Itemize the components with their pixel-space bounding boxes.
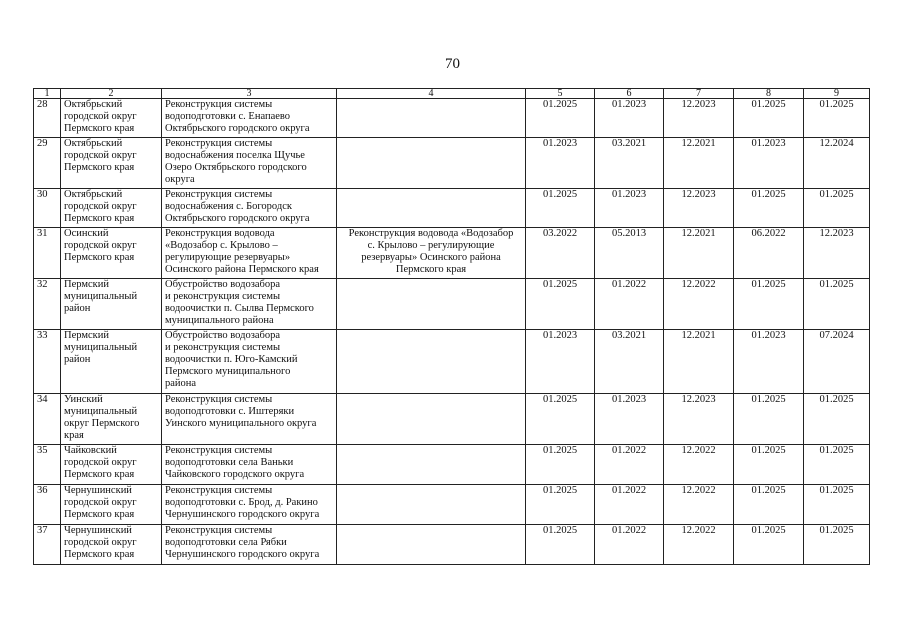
date-cell: 01.2025 [526,279,595,330]
row-number: 29 [34,138,61,189]
date-cell: 01.2025 [804,279,870,330]
municipality-cell [61,99,162,138]
table-row [34,279,870,330]
municipality-cell-line: городской округ [64,150,137,161]
description-cell [337,138,526,189]
municipality-cell-line: Чернушинский [64,485,132,496]
projects-table [33,88,870,565]
row-number: 36 [34,485,61,525]
object-cell-line: Чернушинского городского округа [165,509,320,520]
date-cell: 01.2025 [804,525,870,565]
object-cell-line: водоснабжения с. Богородск [165,201,292,212]
date-cell: 01.2025 [734,485,804,525]
date-cell: 01.2022 [595,445,664,485]
object-cell-line: Реконструкция системы [165,485,273,496]
description-cell [337,394,526,445]
municipality-cell-line: Пермского края [64,252,135,263]
municipality-cell [61,445,162,485]
object-cell-line: Чернушинского городского округа [165,549,320,560]
date-cell: 01.2025 [526,525,595,565]
column-header: 9 [804,89,870,99]
date-cell: 06.2022 [734,228,804,279]
object-cell [162,138,337,189]
object-cell-line: Осинского района Пермского края [165,264,319,275]
description-cell-line: с. Крылово – регулирующие [367,240,495,251]
municipality-cell [61,485,162,525]
date-cell: 12.2022 [664,525,734,565]
object-cell [162,189,337,228]
municipality-cell-line: городской округ [64,537,137,548]
column-header: 2 [61,89,162,99]
table-row [34,330,870,394]
description-cell [337,485,526,525]
object-cell-line: Пермского муниципального [165,366,291,377]
date-cell: 12.2022 [664,485,734,525]
date-cell: 01.2022 [595,485,664,525]
date-cell: 12.2022 [664,279,734,330]
date-cell: 12.2021 [664,138,734,189]
date-cell: 03.2022 [526,228,595,279]
date-cell: 12.2023 [664,99,734,138]
object-cell-line: округа [165,174,195,185]
date-cell: 12.2022 [664,445,734,485]
date-cell: 01.2025 [734,394,804,445]
date-cell: 01.2023 [595,99,664,138]
municipality-cell [61,394,162,445]
column-header: 3 [162,89,337,99]
object-cell-line: водоподготовки села Рябки [165,537,287,548]
municipality-cell-line: Пермского края [64,549,135,560]
row-number: 33 [34,330,61,394]
date-cell: 01.2025 [804,445,870,485]
object-cell-line: водоподготовки с. Иштеряки [165,406,295,417]
object-cell [162,485,337,525]
object-cell [162,279,337,330]
object-cell-line: Обустройство водозабора [165,330,281,341]
municipality-cell-line: городской округ [64,240,137,251]
object-cell-line: муниципального района [165,315,274,326]
row-number: 28 [34,99,61,138]
row-number: 35 [34,445,61,485]
description-cell [337,525,526,565]
date-cell: 01.2025 [526,189,595,228]
date-cell: 01.2023 [526,330,595,394]
column-header: 1 [34,89,61,99]
object-cell-line: Октябрьского городского округа [165,123,310,134]
municipality-cell-line: Октябрьский [64,99,123,110]
object-cell [162,330,337,394]
object-cell-line: Реконструкция системы [165,189,273,200]
object-cell-line: водоочистки п. Юго-Камский [165,354,298,365]
object-cell-line: водоочистки п. Сылва Пермского [165,303,314,314]
date-cell: 01.2025 [526,485,595,525]
date-cell: 01.2025 [526,99,595,138]
object-cell-line: Реконструкция водовода [165,228,275,239]
date-cell: 12.2021 [664,330,734,394]
object-cell [162,99,337,138]
description-cell [337,279,526,330]
column-header: 7 [664,89,734,99]
column-header: 5 [526,89,595,99]
date-cell: 01.2023 [734,138,804,189]
municipality-cell-line: Пермский [64,330,109,341]
table-row [34,445,870,485]
date-cell: 01.2025 [804,189,870,228]
object-cell-line: Реконструкция системы [165,525,273,536]
date-cell: 03.2021 [595,138,664,189]
date-cell: 12.2023 [664,394,734,445]
date-cell: 12.2023 [664,189,734,228]
municipality-cell-line: Уинский [64,394,103,405]
municipality-cell-line: Пермского края [64,469,135,480]
municipality-cell-line: края [64,430,84,441]
description-cell-line: Реконструкция водовода «Водозабор [348,228,514,239]
date-cell: 07.2024 [804,330,870,394]
object-cell-line: водоподготовки села Ваньки [165,457,294,468]
date-cell: 01.2023 [734,330,804,394]
object-cell-line: Октябрьского городского округа [165,213,310,224]
municipality-cell-line: Чернушинский [64,525,132,536]
date-cell: 01.2025 [804,99,870,138]
municipality-cell-line: Пермский [64,279,109,290]
date-cell: 01.2025 [804,394,870,445]
row-number: 30 [34,189,61,228]
date-cell: 01.2022 [595,279,664,330]
date-cell: 01.2023 [595,394,664,445]
date-cell: 01.2023 [595,189,664,228]
page-number: 70 [445,56,460,72]
date-cell: 12.2021 [664,228,734,279]
object-cell-line: Реконструкция системы [165,138,273,149]
table-row [34,525,870,565]
object-cell-line: Чайковского городского округа [165,469,305,480]
description-cell [337,99,526,138]
date-cell: 05.2013 [595,228,664,279]
object-cell [162,525,337,565]
column-header: 6 [595,89,664,99]
object-cell-line: водоподготовки с. Енапаево [165,111,291,122]
municipality-cell-line: Пермского края [64,123,135,134]
object-cell-line: «Водозабор с. Крылово – [165,240,278,251]
date-cell: 01.2022 [595,525,664,565]
column-number-row [34,89,870,99]
municipality-cell [61,279,162,330]
table-row [34,189,870,228]
object-cell-line: Реконструкция системы [165,394,273,405]
municipality-cell [61,330,162,394]
date-cell: 03.2021 [595,330,664,394]
row-number: 34 [34,394,61,445]
row-number: 37 [34,525,61,565]
municipality-cell-line: округ Пермского [64,418,140,429]
date-cell: 12.2023 [804,228,870,279]
description-cell [337,445,526,485]
municipality-cell-line: городской округ [64,111,137,122]
date-cell: 01.2025 [734,189,804,228]
table-row [34,228,870,279]
table-row [34,394,870,445]
municipality-cell-line: Октябрьский [64,138,123,149]
municipality-cell-line: Пермского края [64,509,135,520]
municipality-cell [61,189,162,228]
row-number: 32 [34,279,61,330]
municipality-cell-line: городской округ [64,497,137,508]
object-cell [162,394,337,445]
object-cell-line: и реконструкция системы [165,291,281,302]
municipality-cell [61,525,162,565]
description-cell [337,330,526,394]
object-cell-line: водоподготовки с. Брод, д. Ракино [165,497,318,508]
date-cell: 01.2025 [734,525,804,565]
date-cell: 01.2025 [804,485,870,525]
object-cell-line: водоснабжения поселка Щучье [165,150,305,161]
municipality-cell-line: район [64,354,91,365]
municipality-cell-line: Пермского края [64,162,135,173]
description-cell-line: Пермского края [395,264,467,275]
object-cell-line: Обустройство водозабора [165,279,281,290]
municipality-cell-line: муниципальный [64,406,138,417]
municipality-cell-line: район [64,303,91,314]
description-cell-line: резервуары» Осинского района [361,252,501,263]
row-number: 31 [34,228,61,279]
date-cell: 12.2024 [804,138,870,189]
date-cell: 01.2025 [734,445,804,485]
municipality-cell-line: Пермского края [64,213,135,224]
table-row [34,99,870,138]
municipality-cell-line: городской округ [64,201,137,212]
table-row [34,485,870,525]
object-cell-line: района [165,378,197,389]
date-cell: 01.2025 [526,445,595,485]
object-cell-line: Реконструкция системы [165,99,273,110]
object-cell-line: Уинского муниципального округа [165,418,317,429]
date-cell: 01.2025 [734,99,804,138]
object-cell-line: Озеро Октябрьского городского [165,162,307,173]
object-cell [162,445,337,485]
date-cell: 01.2023 [526,138,595,189]
object-cell-line: Реконструкция системы [165,445,273,456]
municipality-cell-line: Чайковский [64,445,117,456]
municipality-cell [61,228,162,279]
municipality-cell-line: муниципальный [64,342,138,353]
municipality-cell-line: городской округ [64,457,137,468]
table-row [34,138,870,189]
object-cell-line: регулирующие резервуары» [165,252,291,263]
municipality-cell-line: Октябрьский [64,189,123,200]
column-header: 4 [337,89,526,99]
object-cell [162,228,337,279]
description-cell [337,228,526,279]
description-cell [337,189,526,228]
object-cell-line: и реконструкция системы [165,342,281,353]
column-header: 8 [734,89,804,99]
date-cell: 01.2025 [734,279,804,330]
municipality-cell-line: муниципальный [64,291,138,302]
municipality-cell-line: Осинский [64,228,109,239]
municipality-cell [61,138,162,189]
date-cell: 01.2025 [526,394,595,445]
